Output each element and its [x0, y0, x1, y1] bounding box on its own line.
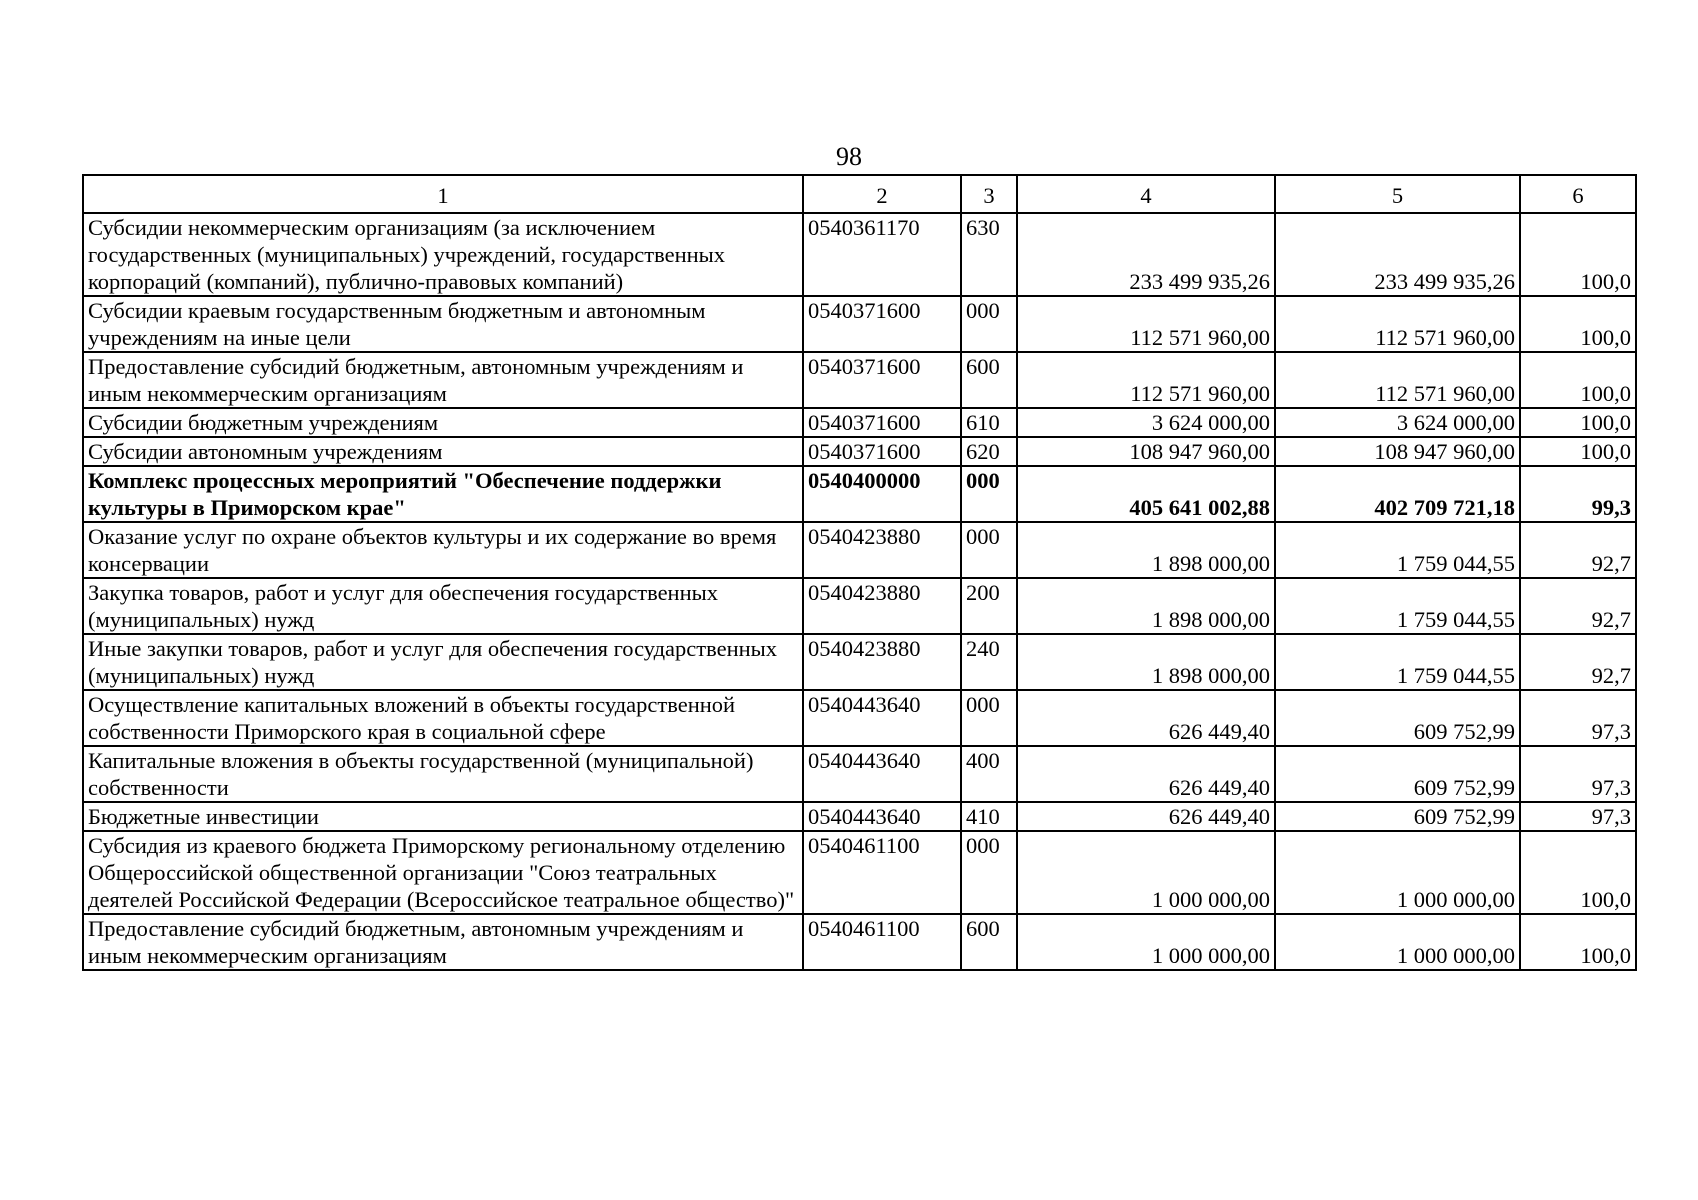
table-row [83, 466, 1636, 522]
table-row [83, 352, 1636, 408]
row-percent-cell: 92,7 [1520, 634, 1636, 690]
row-name-cell: Иные закупки товаров, работ и услуг для обеспечения государственных (муниципальных) нужд [83, 634, 803, 690]
row-name-cell: Субсидии краевым государственным бюджетным и автономным учреждениям на иные цели [83, 296, 803, 352]
row-fact-cell: 1 000 000,00 [1275, 914, 1520, 970]
row-code-cell: 0540423880 [803, 578, 961, 634]
row-fact-cell: 1 759 044,55 [1275, 634, 1520, 690]
row-code-cell: 0540371600 [803, 296, 961, 352]
row-name-cell: Бюджетные инвестиции [83, 802, 803, 831]
row-percent-cell: 100,0 [1520, 296, 1636, 352]
table-row [83, 802, 1636, 831]
table-row [83, 296, 1636, 352]
row-fact-cell: 609 752,99 [1275, 746, 1520, 802]
table-row [83, 746, 1636, 802]
row-fact-cell: 108 947 960,00 [1275, 437, 1520, 466]
table-row [83, 690, 1636, 746]
row-type-cell: 000 [961, 831, 1017, 914]
row-plan-cell: 626 449,40 [1017, 746, 1275, 802]
row-plan-cell: 112 571 960,00 [1017, 352, 1275, 408]
column-header: 3 [961, 175, 1017, 213]
row-type-cell: 000 [961, 690, 1017, 746]
row-code-cell: 0540371600 [803, 437, 961, 466]
row-fact-cell: 233 499 935,26 [1275, 213, 1520, 296]
row-name-cell: Субсидии автономным учреждениям [83, 437, 803, 466]
row-type-cell: 000 [961, 296, 1017, 352]
table-row [83, 831, 1636, 914]
row-fact-cell: 112 571 960,00 [1275, 352, 1520, 408]
row-percent-cell: 97,3 [1520, 690, 1636, 746]
column-header: 4 [1017, 175, 1275, 213]
table-header-row [83, 175, 1636, 213]
row-code-cell: 0540423880 [803, 522, 961, 578]
row-name-cell: Комплекс процессных мероприятий "Обеспечение поддержки культуры в Приморском крае" [83, 466, 803, 522]
row-type-cell: 600 [961, 352, 1017, 408]
row-name-cell: Капитальные вложения в объекты государственной (муниципальной) собственности [83, 746, 803, 802]
column-header: 6 [1520, 175, 1636, 213]
page-number: 98 [836, 142, 862, 171]
row-fact-cell: 1 000 000,00 [1275, 831, 1520, 914]
row-name-cell: Закупка товаров, работ и услуг для обеспечения государственных (муниципальных) нужд [83, 578, 803, 634]
row-percent-cell: 100,0 [1520, 408, 1636, 437]
table-row [83, 914, 1636, 970]
table-row [83, 213, 1636, 296]
row-type-cell: 400 [961, 746, 1017, 802]
row-plan-cell: 1 898 000,00 [1017, 634, 1275, 690]
row-fact-cell: 402 709 721,18 [1275, 466, 1520, 522]
row-plan-cell: 233 499 935,26 [1017, 213, 1275, 296]
row-plan-cell: 108 947 960,00 [1017, 437, 1275, 466]
row-fact-cell: 1 759 044,55 [1275, 578, 1520, 634]
column-header: 2 [803, 175, 961, 213]
row-plan-cell: 626 449,40 [1017, 690, 1275, 746]
row-code-cell: 0540443640 [803, 746, 961, 802]
row-type-cell: 240 [961, 634, 1017, 690]
row-percent-cell: 100,0 [1520, 831, 1636, 914]
row-percent-cell: 92,7 [1520, 522, 1636, 578]
row-type-cell: 600 [961, 914, 1017, 970]
row-code-cell: 0540371600 [803, 352, 961, 408]
row-type-cell: 620 [961, 437, 1017, 466]
row-plan-cell: 112 571 960,00 [1017, 296, 1275, 352]
row-percent-cell: 97,3 [1520, 746, 1636, 802]
row-code-cell: 0540461100 [803, 914, 961, 970]
column-header: 5 [1275, 175, 1520, 213]
table-row [83, 578, 1636, 634]
table-row [83, 634, 1636, 690]
row-code-cell: 0540443640 [803, 690, 961, 746]
row-percent-cell: 100,0 [1520, 352, 1636, 408]
row-fact-cell: 112 571 960,00 [1275, 296, 1520, 352]
row-type-cell: 200 [961, 578, 1017, 634]
row-plan-cell: 3 624 000,00 [1017, 408, 1275, 437]
row-fact-cell: 3 624 000,00 [1275, 408, 1520, 437]
row-percent-cell: 100,0 [1520, 914, 1636, 970]
table-row [83, 437, 1636, 466]
row-fact-cell: 609 752,99 [1275, 690, 1520, 746]
table-row [83, 408, 1636, 437]
row-type-cell: 610 [961, 408, 1017, 437]
row-percent-cell: 100,0 [1520, 213, 1636, 296]
row-percent-cell: 97,3 [1520, 802, 1636, 831]
row-code-cell: 0540371600 [803, 408, 961, 437]
row-name-cell: Субсидии бюджетным учреждениям [83, 408, 803, 437]
row-plan-cell: 1 898 000,00 [1017, 522, 1275, 578]
row-percent-cell: 92,7 [1520, 578, 1636, 634]
row-fact-cell: 609 752,99 [1275, 802, 1520, 831]
row-plan-cell: 626 449,40 [1017, 802, 1275, 831]
row-type-cell: 630 [961, 213, 1017, 296]
row-plan-cell: 1 000 000,00 [1017, 831, 1275, 914]
row-plan-cell: 405 641 002,88 [1017, 466, 1275, 522]
column-header: 1 [83, 175, 803, 213]
row-code-cell: 0540443640 [803, 802, 961, 831]
row-name-cell: Субсидия из краевого бюджета Приморскому региональному отделению Общероссийской общественной организации "Союз театральных деятелей Российской Федерации (Всероссийское театральное общество)" [83, 831, 803, 914]
row-type-cell: 410 [961, 802, 1017, 831]
table-row [83, 522, 1636, 578]
row-plan-cell: 1 000 000,00 [1017, 914, 1275, 970]
row-type-cell: 000 [961, 466, 1017, 522]
row-name-cell: Предоставление субсидий бюджетным, автономным учреждениям и иным некоммерческим организациям [83, 352, 803, 408]
row-fact-cell: 1 759 044,55 [1275, 522, 1520, 578]
row-plan-cell: 1 898 000,00 [1017, 578, 1275, 634]
row-percent-cell: 99,3 [1520, 466, 1636, 522]
row-code-cell: 0540423880 [803, 634, 961, 690]
row-code-cell: 0540361170 [803, 213, 961, 296]
row-name-cell: Предоставление субсидий бюджетным, автономным учреждениям и иным некоммерческим организациям [83, 914, 803, 970]
row-percent-cell: 100,0 [1520, 437, 1636, 466]
row-code-cell: 0540461100 [803, 831, 961, 914]
row-code-cell: 0540400000 [803, 466, 961, 522]
row-name-cell: Субсидии некоммерческим организациям (за исключением государственных (муниципальных) учреждений, государственных корпораций (компаний), публично-правовых компаний) [83, 213, 803, 296]
row-name-cell: Осуществление капитальных вложений в объекты государственной собственности Приморского края в социальной сфере [83, 690, 803, 746]
row-type-cell: 000 [961, 522, 1017, 578]
row-name-cell: Оказание услуг по охране объектов культуры и их содержание во время консервации [83, 522, 803, 578]
budget-table [82, 174, 1637, 971]
